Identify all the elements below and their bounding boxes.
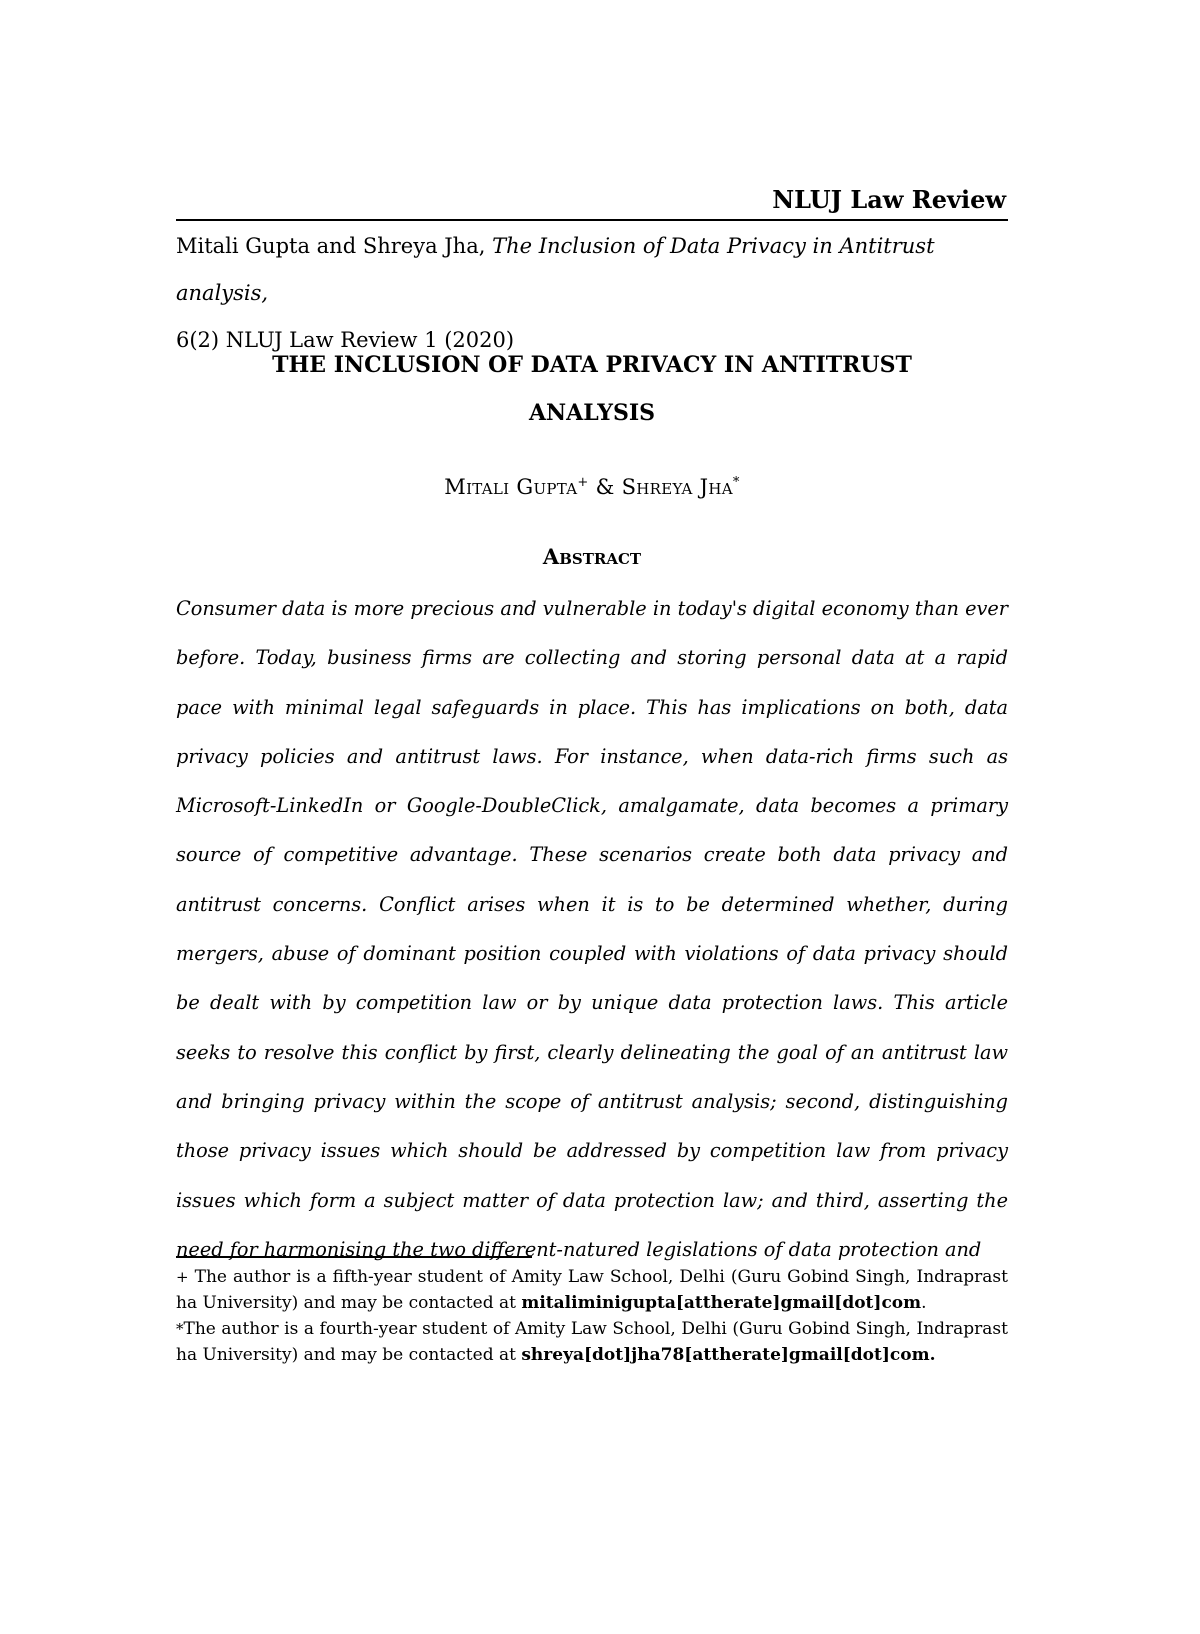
running-header-journal: NLUJ Law Review bbox=[772, 185, 1006, 214]
article-title bbox=[176, 341, 1008, 437]
citation-authors: Mitali Gupta and Shreya Jha, bbox=[176, 234, 486, 258]
abstract-body: Consumer data is more precious and vulnerable in today's digital economy than ever before. Today, business firms are collecting and storing personal data at a rapid pace with minimal legal safeguards in place. This has implications on both, data privacy policies and antitrust laws. For instance, when data-rich firms such as Microsoft-LinkedIn or Google-DoubleClick, amalgamate, data becomes a primary source of competitive advantage. These scenarios create both data privacy and antitrust concerns. Conflict arises when it is to be determined whether, during mergers, abuse of dominant position coupled with violations of data privacy should be dealt with by competition law or by unique data protection laws. This article seeks to resolve this conflict by first, clearly delineating the goal of an antitrust law and bringing privacy within the scope of antitrust analysis; second, distinguishing those privacy issues which should be addressed by competition law from privacy issues which form a subject matter of data protection law; and third, asserting the need for harmonising the two different-natured legislations of data protection and bbox=[176, 597, 1008, 1261]
author-1-footnote-mark: + bbox=[577, 475, 589, 490]
author-separator: & bbox=[595, 475, 615, 499]
abstract-heading: Abstract bbox=[542, 544, 642, 569]
citation-volume: 6(2) NLUJ Law Review 1 (2020) bbox=[176, 328, 515, 352]
footnotes bbox=[176, 1264, 1008, 1368]
footnote-2 bbox=[176, 1316, 1008, 1368]
footnote-2-text: The author is a fourth-year student of Amity Law School, Delhi (Guru Gobind Singh, Indraprastha University) and may be contacted at bbox=[176, 1319, 1008, 1365]
article-title-line-1: THE INCLUSION OF DATA PRIVACY IN ANTITRUST bbox=[272, 352, 912, 378]
footnote-1-email: mitaliminigupta[attherate]gmail[dot]com bbox=[521, 1293, 922, 1313]
footnote-divider bbox=[176, 1256, 532, 1258]
header-divider bbox=[176, 219, 1008, 221]
footnote-2-email: shreya[dot]jha78[attherate]gmail[dot]com. bbox=[521, 1345, 936, 1365]
author-2-footnote-mark: * bbox=[732, 475, 740, 490]
footnote-1 bbox=[176, 1264, 1008, 1316]
footnote-1-text: The author is a fifth-year student of Amity Law School, Delhi (Guru Gobind Singh, Indraprastha University) and may be contacted at bbox=[176, 1267, 1008, 1313]
article-title-line-2: ANALYSIS bbox=[528, 400, 656, 426]
author-1: Mitali Gupta bbox=[444, 475, 578, 499]
author-2: Shreya Jha bbox=[621, 475, 733, 499]
footnote-1-tail: . bbox=[921, 1293, 927, 1313]
article-authors bbox=[176, 463, 1008, 507]
citation-title: The Inclusion of Data Privacy in Antitrust analysis, bbox=[176, 234, 935, 305]
footnote-1-mark: + bbox=[176, 1268, 189, 1286]
footnote-2-mark: * bbox=[176, 1320, 184, 1338]
